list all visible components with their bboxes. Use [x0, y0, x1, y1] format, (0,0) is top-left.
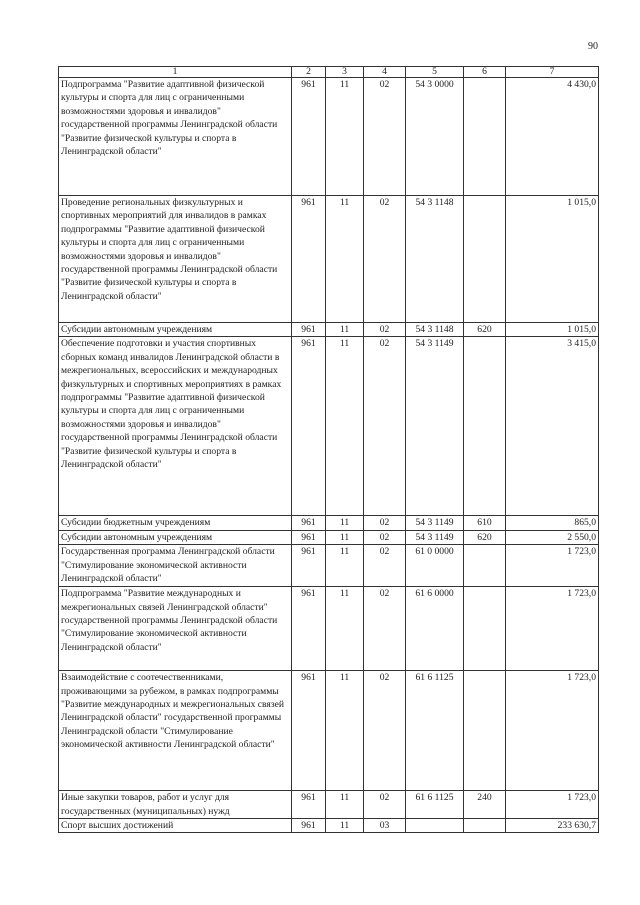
amount-value: 1 723,0	[506, 671, 599, 791]
subsection-code: 02	[364, 516, 406, 530]
section-code: 11	[326, 530, 364, 544]
expense-type-code: 620	[464, 530, 506, 544]
row-description: Взаимодействие с соотечественниками, проживающими за рубежом, в рамках подпрограммы "Развитие международных и межрегиональных связей Ленинградской области" государственной программы Ленинградской области "Стимулирование экономической активности Ленинградской области"	[59, 671, 292, 791]
row-description: Спорт высших достижений	[59, 819, 292, 833]
subsection-code: 02	[364, 196, 406, 323]
expense-type-code: 610	[464, 516, 506, 530]
amount-value: 2 550,0	[506, 530, 599, 544]
table-row	[59, 78, 599, 196]
section-code: 11	[326, 516, 364, 530]
amount-value: 3 415,0	[506, 337, 599, 516]
chapter-code: 961	[292, 819, 326, 833]
subsection-code: 02	[364, 78, 406, 196]
target-article-code: 54 3 1149	[406, 530, 464, 544]
chapter-code: 961	[292, 323, 326, 337]
expense-type-code	[464, 819, 506, 833]
section-code: 11	[326, 196, 364, 323]
table-row	[59, 671, 599, 791]
column-header: 3	[326, 67, 364, 78]
chapter-code: 961	[292, 791, 326, 819]
target-article-code: 54 3 1149	[406, 516, 464, 530]
amount-value: 233 630,7	[506, 819, 599, 833]
amount-value: 1 015,0	[506, 323, 599, 337]
amount-value: 4 430,0	[506, 78, 599, 196]
row-description: Субсидии автономным учреждениям	[59, 323, 292, 337]
expense-type-code: 620	[464, 323, 506, 337]
table-header-row	[59, 67, 599, 78]
subsection-code: 02	[364, 671, 406, 791]
subsection-code: 02	[364, 791, 406, 819]
table-row	[59, 587, 599, 671]
budget-table	[58, 66, 599, 833]
target-article-code: 61 6 0000	[406, 587, 464, 671]
target-article-code: 61 6 1125	[406, 671, 464, 791]
row-description: Подпрограмма "Развитие международных и межрегиональных связей Ленинградской области" государственной программы Ленинградской области "Стимулирование экономической активности Ленинградской области"	[59, 587, 292, 671]
table-row	[59, 516, 599, 530]
row-description: Субсидии бюджетным учреждениям	[59, 516, 292, 530]
section-code: 11	[326, 337, 364, 516]
column-header: 6	[464, 67, 506, 78]
page-number: 90	[588, 41, 598, 52]
section-code: 11	[326, 545, 364, 587]
section-code: 11	[326, 671, 364, 791]
chapter-code: 961	[292, 530, 326, 544]
chapter-code: 961	[292, 545, 326, 587]
subsection-code: 02	[364, 530, 406, 544]
row-description: Субсидии автономным учреждениям	[59, 530, 292, 544]
row-description: Подпрограмма "Развитие адаптивной физической культуры и спорта для лиц с ограниченными возможностями здоровья и инвалидов" государственной программы Ленинградской области "Развитие физической культуры и спорта в Ленинградской области"	[59, 78, 292, 196]
row-description: Государственная программа Ленинградской области "Стимулирование экономической активности Ленинградской области"	[59, 545, 292, 587]
subsection-code: 02	[364, 337, 406, 516]
row-description: Обеспечение подготовки и участия спортивных сборных команд инвалидов Ленинградской области в межрегиональных, всероссийских и международных физкультурных и спортивных мероприятиях в рамках подпрограммы "Развитие адаптивной физической культуры и спорта для лиц с ограниченными возможностями здоровья и инвалидов" государственной программы Ленинградской области "Развитие физической культуры и спорта в Ленинградской области"	[59, 337, 292, 516]
table-row	[59, 337, 599, 516]
expense-type-code	[464, 78, 506, 196]
section-code: 11	[326, 78, 364, 196]
expense-type-code: 240	[464, 791, 506, 819]
column-header: 2	[292, 67, 326, 78]
expense-type-code	[464, 587, 506, 671]
row-description: Проведение региональных физкультурных и спортивных мероприятий для инвалидов в рамках подпрограммы "Развитие адаптивной физической культуры и спорта для лиц с ограниченными возможностями здоровья и инвалидов" государственной программы Ленинградской области "Развитие физической культуры и спорта в Ленинградской области"	[59, 196, 292, 323]
expense-type-code	[464, 196, 506, 323]
section-code: 11	[326, 323, 364, 337]
table-row	[59, 545, 599, 587]
target-article-code: 54 3 1149	[406, 337, 464, 516]
chapter-code: 961	[292, 337, 326, 516]
expense-type-code	[464, 545, 506, 587]
chapter-code: 961	[292, 587, 326, 671]
table-row	[59, 530, 599, 544]
target-article-code: 54 3 1148	[406, 196, 464, 323]
chapter-code: 961	[292, 196, 326, 323]
section-code: 11	[326, 819, 364, 833]
target-article-code: 54 3 1148	[406, 323, 464, 337]
target-article-code	[406, 819, 464, 833]
subsection-code: 02	[364, 323, 406, 337]
subsection-code: 02	[364, 587, 406, 671]
table-row	[59, 196, 599, 323]
row-description: Иные закупки товаров, работ и услуг для государственных (муниципальных) нужд	[59, 791, 292, 819]
table-row	[59, 323, 599, 337]
chapter-code: 961	[292, 78, 326, 196]
amount-value: 1 723,0	[506, 587, 599, 671]
target-article-code: 61 6 1125	[406, 791, 464, 819]
column-header: 4	[364, 67, 406, 78]
subsection-code: 02	[364, 545, 406, 587]
expense-type-code	[464, 671, 506, 791]
chapter-code: 961	[292, 671, 326, 791]
target-article-code: 54 3 0000	[406, 78, 464, 196]
table-row	[59, 819, 599, 833]
target-article-code: 61 0 0000	[406, 545, 464, 587]
chapter-code: 961	[292, 516, 326, 530]
amount-value: 1 723,0	[506, 791, 599, 819]
table-row	[59, 791, 599, 819]
subsection-code: 03	[364, 819, 406, 833]
amount-value: 1 723,0	[506, 545, 599, 587]
amount-value: 865,0	[506, 516, 599, 530]
amount-value: 1 015,0	[506, 196, 599, 323]
section-code: 11	[326, 587, 364, 671]
expense-type-code	[464, 337, 506, 516]
column-header: 5	[406, 67, 464, 78]
section-code: 11	[326, 791, 364, 819]
column-header: 7	[506, 67, 599, 78]
column-header: 1	[59, 67, 292, 78]
